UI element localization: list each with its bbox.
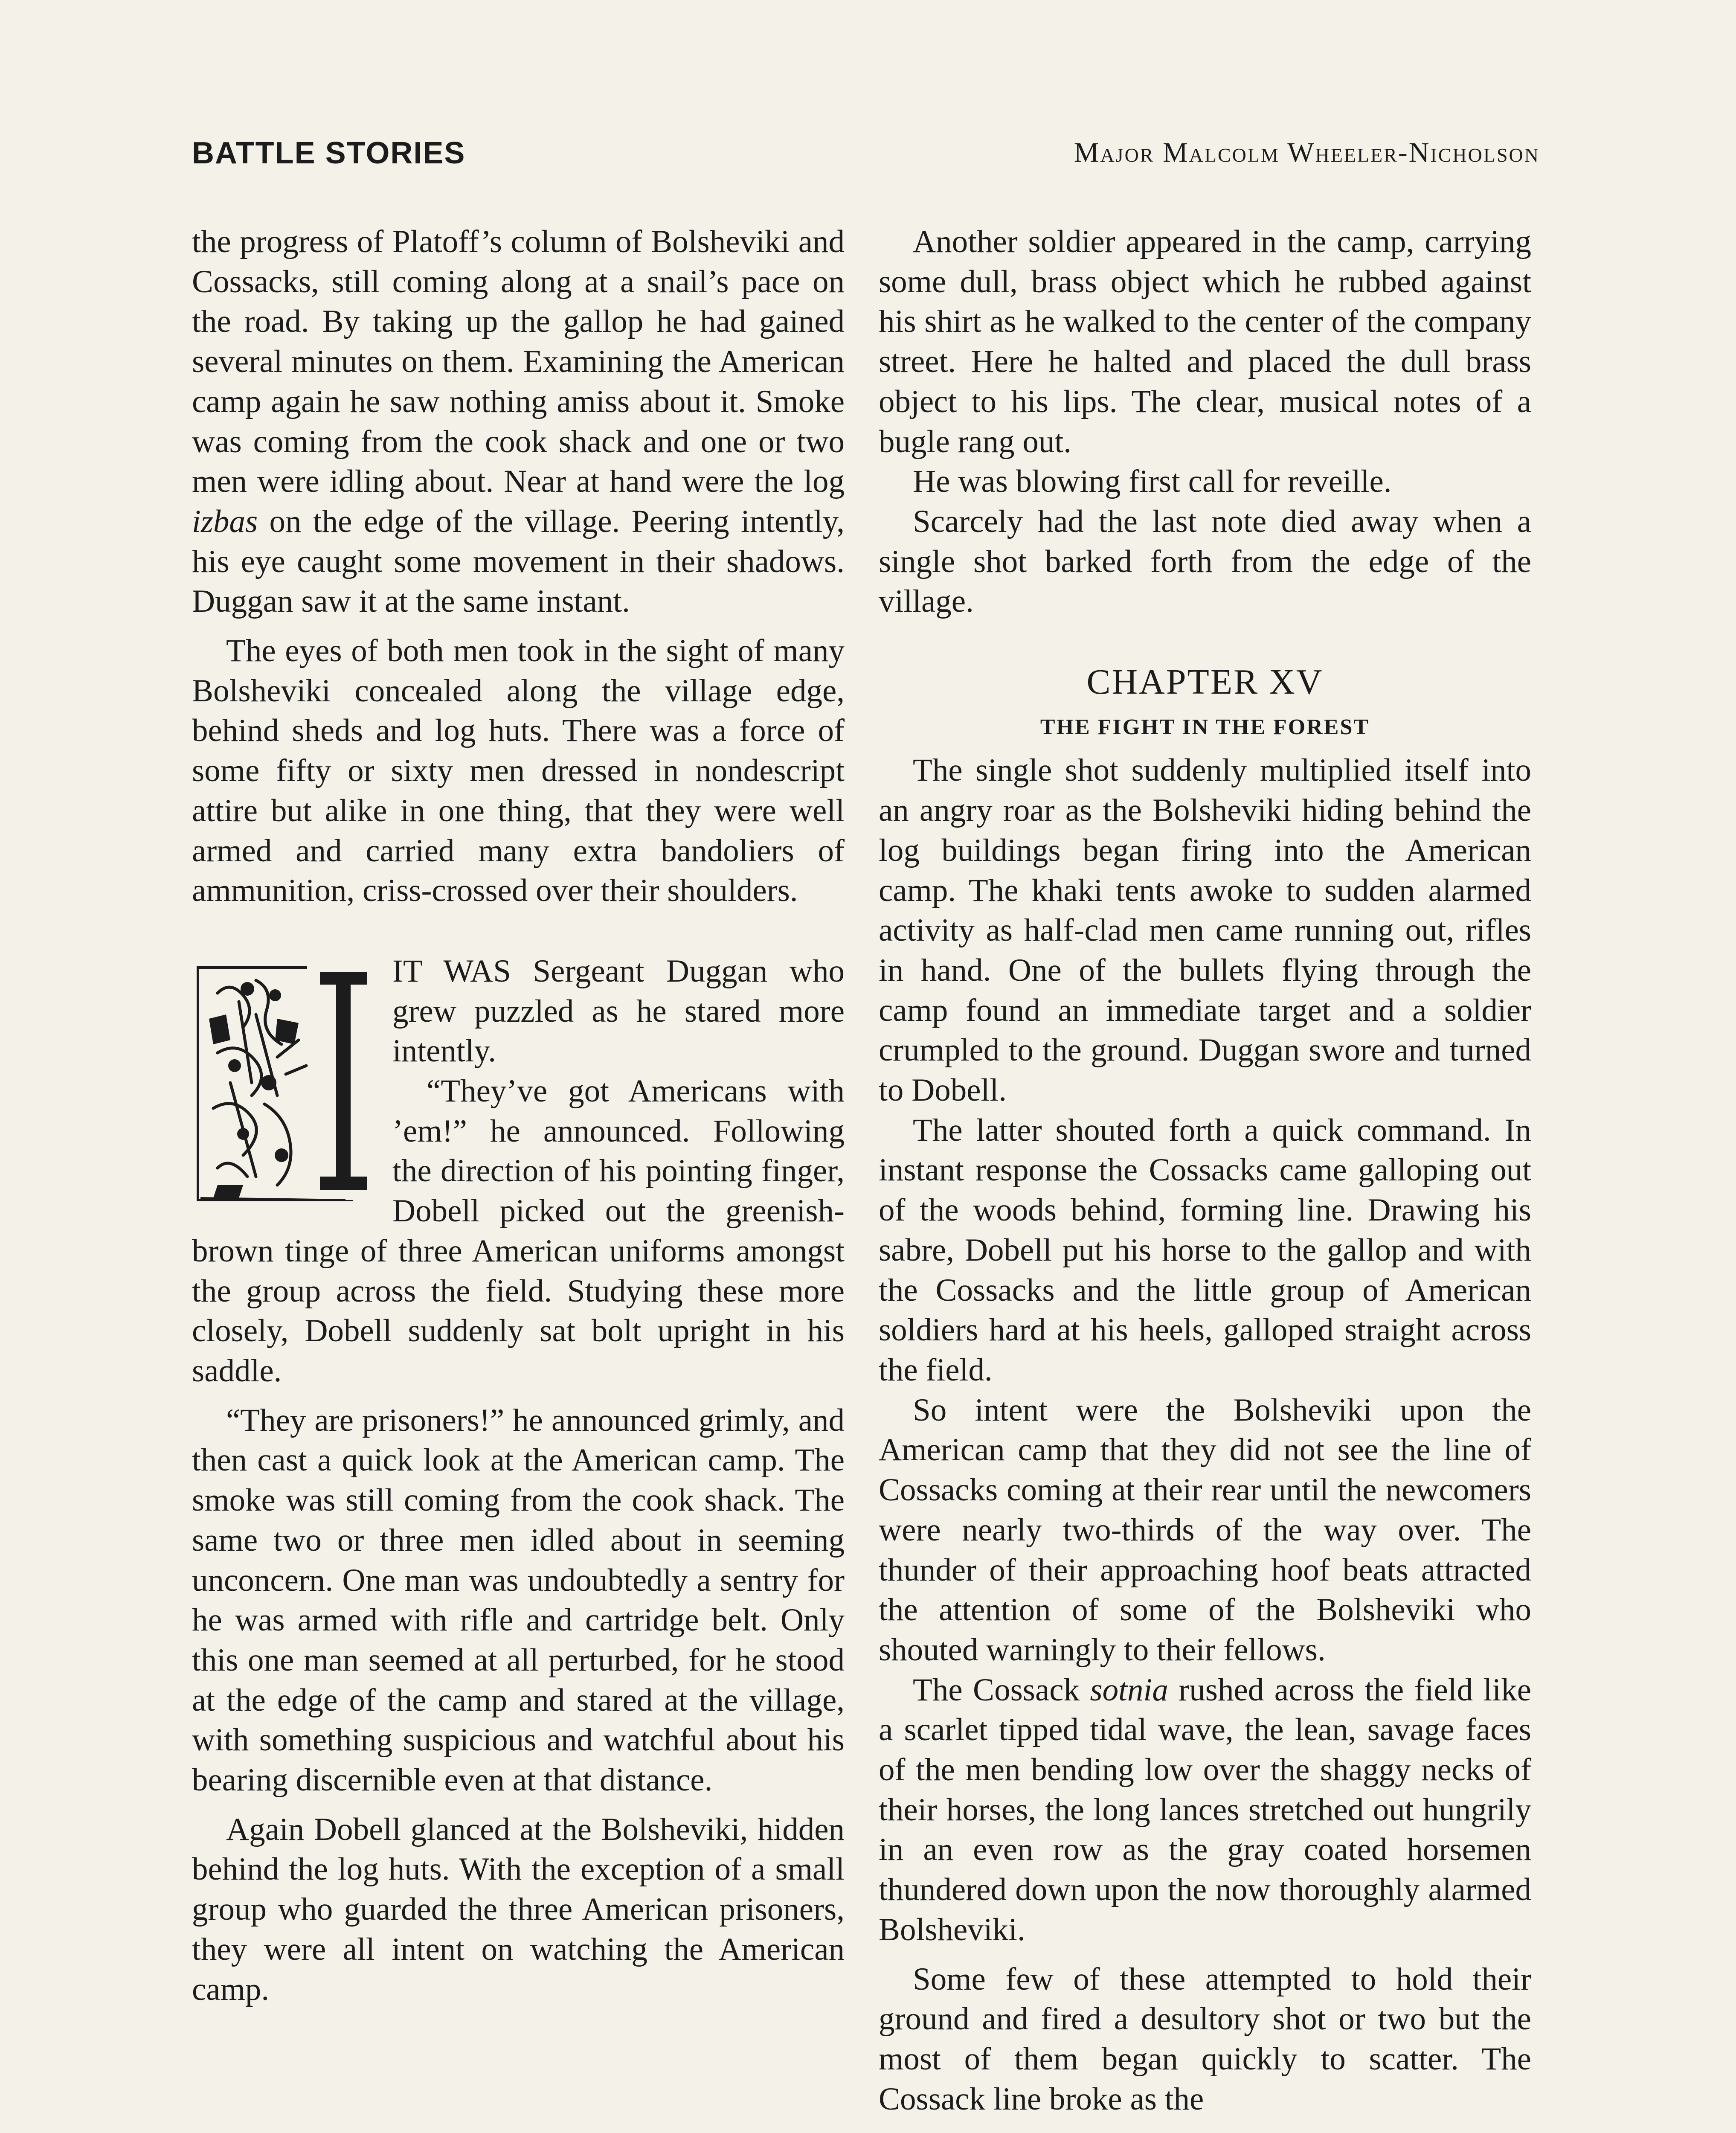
paragraph: “They’ve got Americans with ’em!” he announced. Following the direction of his pointing finger, Dobell picked out the greenish-brown tinge of three American uniforms amongst the group across the field. Studying these more closely, Dobell suddenly sat bolt upright in his saddle. (192, 1073, 845, 1389)
drop-cap-section (192, 951, 845, 1391)
chapter-subtitle: THE FIGHT IN THE FOREST (1040, 715, 1370, 739)
italic-term: sotnia (1090, 1672, 1168, 1708)
running-header (192, 136, 1540, 187)
paragraph-text: on the edge of the village. Peering intently, his eye caught some movement in their shadows. Duggan saw it at the same instant. (192, 503, 845, 619)
paragraph: The single shot suddenly multiplied itself into an angry roar as the Bolsheviki hiding behind the log buildings began firing into the American camp. The khaki tents awoke to sudden alarmed activity as half-clad men came running out, rifles in hand. One of the bullets flying through the camp found an immediate target and a soldier crumpled to the ground. Duggan swore and turned to Dobell. (879, 753, 1531, 1108)
paragraph: “They are prisoners!” he announced grimly, and then cast a quick look at the American camp. The smoke was still coming from the cook shack. The same two or three men idled about in seeming unconcern. One man was undoubtedly a sentry for he was armed with rifle and cartridge belt. Only this one man seemed at all perturbed, for he stood at the edge of the camp and stared at the village, with something suspicious and watchful about his bearing discernible even at that distance. (192, 1402, 845, 1798)
paragraph: Again Dobell glanced at the Bolsheviki, hidden behind the log huts. With the exception of a small group who guarded the three American prisoners, they were all intent on watching the American camp. (192, 1811, 845, 2007)
paragraph: Another soldier appeared in the camp, carrying some dull, brass object which he rubbed against his shirt as he walked to the center of the company street. Here he halted and placed the dull brass object to his lips. The clear, musical notes of a bugle rang out. (879, 224, 1531, 459)
header-author-name: Major Malcolm Wheeler-Nicholson (1074, 137, 1540, 168)
paragraph: The latter shouted forth a quick command. In instant response the Cossacks came galloping out of the woods behind, forming line. Drawing his sabre, Dobell put his horse to the gallop and with the Cossacks and the little group of American soldiers hard at his heels, galloped straight across the field. (879, 1112, 1531, 1388)
paragraph-text: The Cossack (913, 1672, 1090, 1708)
left-column (192, 222, 845, 2009)
paragraph: Scarcely had the last note died away when a single shot barked forth from the edge of the village. (879, 503, 1531, 619)
header-series-title: BATTLE STORIES (192, 136, 466, 170)
drop-cap-illustration-icon (192, 955, 375, 1206)
paragraph-text: rushed across the field like a scarlet tipped tidal wave, the lean, savage faces of the men bending low over the shaggy necks of their horses, the long lances stretched out hungrily in an even row as the gray coated horsemen thundered down upon the now thoroughly alarmed Bolsheviki. (879, 1672, 1532, 1947)
paragraph: He was blowing first call for reveille. (913, 464, 1392, 500)
paragraph (879, 1670, 1531, 1950)
paragraph: So intent were the Bolsheviki upon the American camp that they did not see the line of Cossacks coming at their rear until the newcomers were nearly two-thirds of the way over. The thunder of their approaching hoof beats attracted the attention of some of the Bolsheviki who shouted warningly to their fellows. (879, 1392, 1531, 1668)
paragraph: IT WAS Sergeant Duggan who grew puzzled as he stared more intently. (392, 953, 845, 1069)
paragraph: Some few of these attempted to hold their ground and fired a desultory shot or two but the most of them began quickly to scatter. The Cossack line broke as the (879, 1961, 1531, 2117)
paragraph-text: the progress of Platoff’s column of Bolsheviki and Cossacks, still coming along at a snail’s pace on the road. By taking up the gallop he had gained several minutes on them. Examining the American camp again he saw nothing amiss about it. Smoke was coming from the cook shack and one or two men were idling about. Near at hand were the log (192, 224, 845, 500)
paragraph: The eyes of both men took in the sight of many Bolsheviki concealed along the village edge, behind sheds and log huts. There was a force of some fifty or sixty men dressed in nondescript attire but alike in one thing, that they were well armed and carried many extra bandoliers of ammunition, criss-crossed over their shoulders. (192, 633, 845, 909)
chapter-title: CHAPTER XV (1086, 662, 1324, 702)
italic-term: izbas (192, 503, 258, 539)
paragraph (192, 222, 845, 622)
right-column (879, 222, 1531, 2119)
